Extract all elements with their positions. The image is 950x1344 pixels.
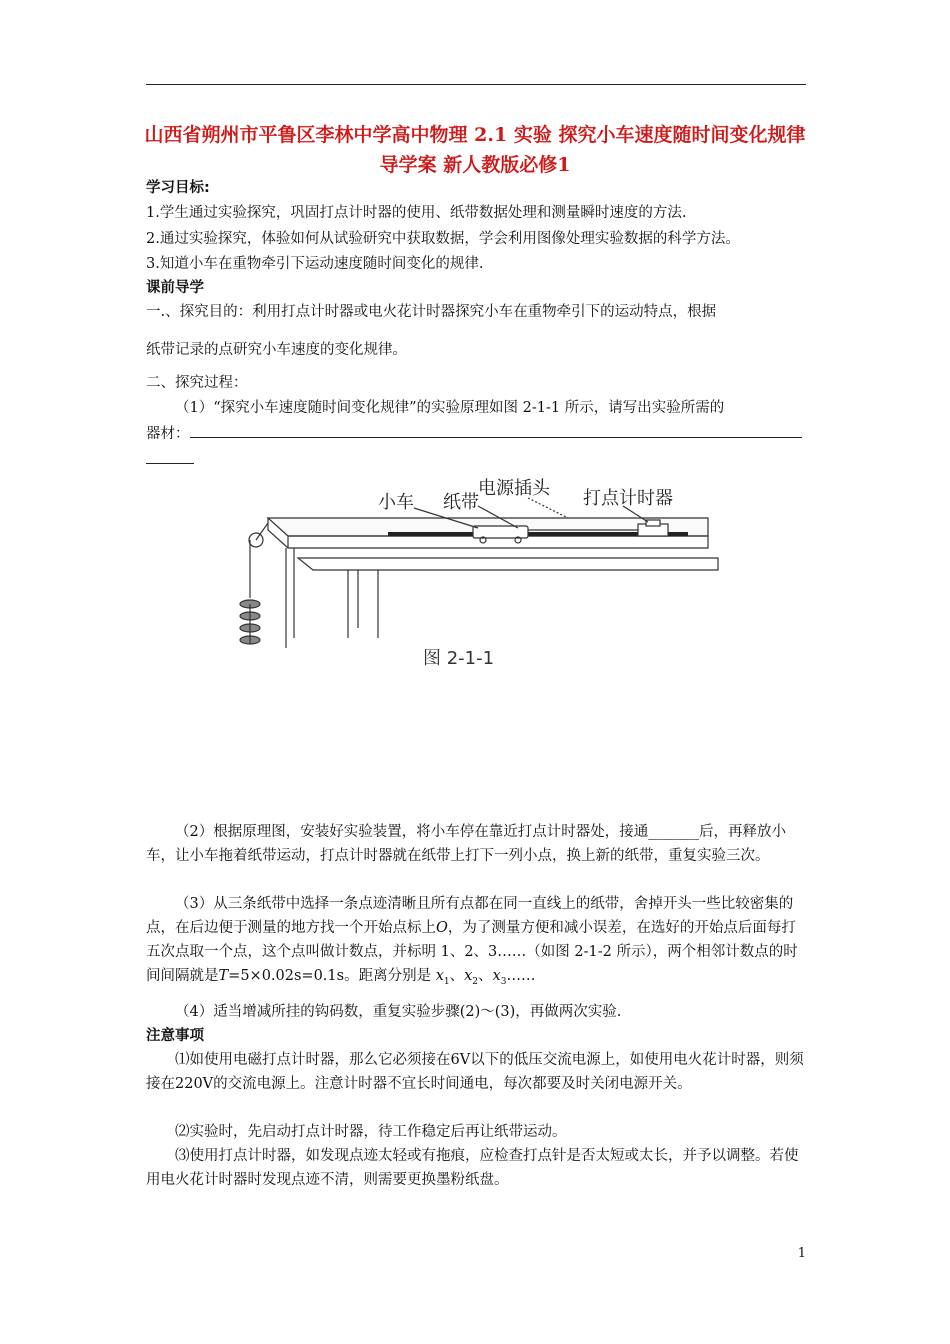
document-title: 山西省朔州市平鲁区李林中学高中物理 2.1 实验 探究小车速度随时间变化规律导学案 新人教版必修1	[144, 124, 806, 176]
header-rule	[146, 84, 806, 85]
step3-text-c: =5×0.02s=0.1s。距离分别是	[228, 968, 432, 984]
label-timer: 打点计时器	[583, 488, 673, 509]
separator: 、	[449, 968, 465, 984]
step3-paragraph	[146, 892, 810, 994]
ellipsis: ……	[506, 968, 536, 984]
equipment-answer-blank-2[interactable]	[146, 449, 194, 464]
purpose-line: 纸带记录的点研究小车速度的变化规律。	[146, 342, 407, 358]
step4-paragraph: （4）适当增减所挂的钩码数，重复实验步骤(2)～(3)，再做两次实验.	[175, 1004, 622, 1020]
symbol-x1: x	[435, 968, 444, 984]
step1-equipment	[146, 422, 810, 446]
step3-text-a: （3）从三条纸带中选择一条点迹清晰且所有点都在同一直线上的纸带，舍掉开头一些比较密集的点，在后边便于测量的地方找一个开始点标上	[146, 896, 794, 936]
objectives-heading: 学习目标:	[146, 180, 210, 196]
figure-caption: 图 2-1-1	[423, 648, 495, 669]
step2-paragraph: （2）根据原理图，安装好实验装置，将小车停在靠近打点计时器处，接通_______后，再释放小车，让小车拖着纸带运动，打点计时器就在纸带上打下一列小点，换上新的纸带，重复实验三次。	[146, 824, 786, 864]
label-plug: 电源插头	[478, 478, 550, 499]
preview-heading: 课前导学	[146, 280, 204, 296]
equipment-label: 器材：	[146, 426, 190, 442]
step3-text-b: ，为了测量方便和减小误差，在选好的开始点后面每打五次点取一个点，这个点叫做计数点，并标明 1、2、3……（如图 2-1-2 所示），两个相邻计数点的时间间隔就是	[146, 920, 798, 984]
equipment-blank-continued	[146, 448, 810, 472]
process-heading: 二、探究过程：	[146, 375, 248, 391]
sub-2: 2	[472, 976, 479, 987]
separator: 、	[478, 968, 493, 984]
symbol-T: T	[218, 968, 229, 984]
purpose-line: 一.、探究目的：利用打点计时器或电火花计时器探究小车在重物牵引下的运动特点，根据	[146, 304, 717, 320]
objective-item: 2.通过实验探究，体验如何从试验研究中获取数据，学会利用图像处理实验数据的科学方法。	[146, 231, 740, 247]
page-number: 1	[797, 1246, 806, 1261]
symbol-O: O	[436, 920, 448, 936]
notes-heading: 注意事项	[146, 1028, 204, 1044]
symbol-x3: x	[492, 968, 501, 984]
sub-1: 1	[443, 976, 450, 987]
step1-line: （1）“探究小车速度随时间变化规律”的实验原理如图 2-1-1 所示，请写出实验所需的	[175, 400, 725, 416]
objective-item: 1.学生通过实验探究，巩固打点计时器的使用、纸带数据处理和测量瞬时速度的方法.	[146, 205, 687, 221]
objective-item: 3.知道小车在重物牵引下运动速度随时间变化的规律.	[146, 256, 484, 272]
label-car: 小车	[378, 492, 414, 513]
note-item: ⑶使用打点计时器，如发现点迹太轻或有拖痕，应检查打点针是否太短或太长，并予以调整。若使用电火花计时器时发现点迹不清，则需要更换墨粉纸盘。	[146, 1148, 799, 1188]
experiment-apparatus-figure	[228, 478, 728, 678]
symbol-x2: x	[464, 968, 473, 984]
note-item: ⑵实验时，先启动打点计时器，待工作稳定后再让纸带运动。	[175, 1124, 567, 1140]
note-item: ⑴如使用电磁打点计时器，那么它必须接在6V以下的低压交流电源上，如使用电火花计时器，则须接在220V的交流电源上。注意计时器不宜长时间通电，每次都要及时关闭电源开关。	[146, 1052, 804, 1092]
equipment-answer-blank[interactable]	[190, 423, 802, 438]
label-tape: 纸带	[443, 492, 479, 513]
sub-3: 3	[500, 976, 507, 987]
